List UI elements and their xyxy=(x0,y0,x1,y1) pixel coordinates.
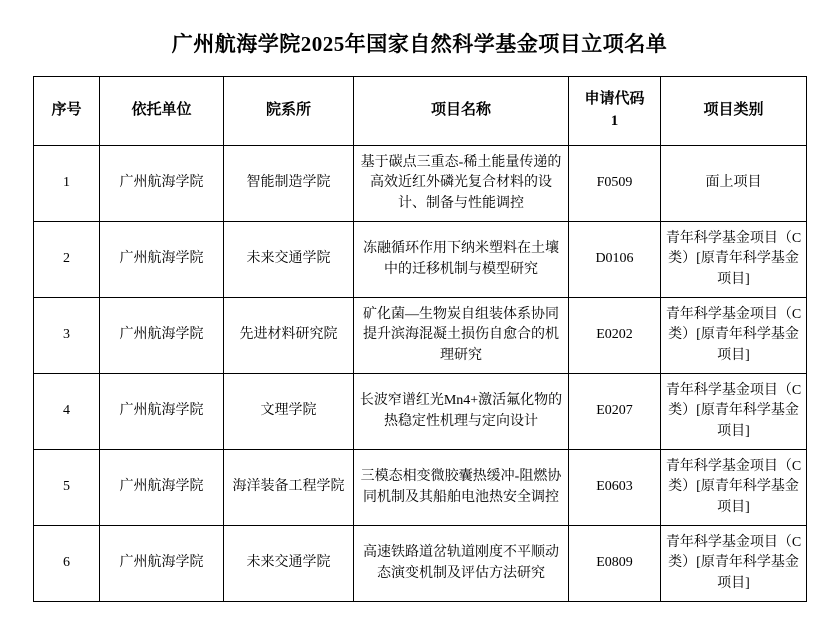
column-header-unit: 依托单位 xyxy=(100,77,224,146)
column-header-type: 项目类别 xyxy=(661,77,807,146)
cell-no: 5 xyxy=(34,450,100,526)
cell-type: 青年科学基金项目（C类）[原青年科学基金项目] xyxy=(661,222,807,298)
page-title: 广州航海学院2025年国家自然科学基金项目立项名单 xyxy=(171,32,668,56)
table-row xyxy=(34,450,807,526)
cell-type: 青年科学基金项目（C类）[原青年科学基金项目] xyxy=(661,526,807,602)
table-row xyxy=(34,146,807,222)
cell-type: 面上项目 xyxy=(661,146,807,222)
cell-unit: 广州航海学院 xyxy=(100,526,224,602)
cell-code: E0603 xyxy=(569,450,661,526)
cell-dept: 海洋装备工程学院 xyxy=(224,450,354,526)
cell-unit: 广州航海学院 xyxy=(100,298,224,374)
cell-unit: 广州航海学院 xyxy=(100,146,224,222)
cell-dept: 先进材料研究院 xyxy=(224,298,354,374)
cell-no: 4 xyxy=(34,374,100,450)
table-body xyxy=(34,146,807,602)
cell-dept: 未来交通学院 xyxy=(224,222,354,298)
cell-code: E0207 xyxy=(569,374,661,450)
cell-dept: 未来交通学院 xyxy=(224,526,354,602)
cell-dept: 智能制造学院 xyxy=(224,146,354,222)
column-header-dept: 院系所 xyxy=(224,77,354,146)
cell-code: F0509 xyxy=(569,146,661,222)
column-header-code xyxy=(569,77,661,146)
cell-dept: 文理学院 xyxy=(224,374,354,450)
cell-no: 6 xyxy=(34,526,100,602)
column-header-code-line1: 申请代码 xyxy=(584,91,645,108)
table-container xyxy=(0,76,839,602)
column-header-code-line2: 1 xyxy=(610,113,619,129)
cell-type: 青年科学基金项目（C类）[原青年科学基金项目] xyxy=(661,298,807,374)
cell-no: 3 xyxy=(34,298,100,374)
cell-type: 青年科学基金项目（C类）[原青年科学基金项目] xyxy=(661,374,807,450)
cell-code: E0202 xyxy=(569,298,661,374)
cell-unit: 广州航海学院 xyxy=(100,222,224,298)
cell-code: D0106 xyxy=(569,222,661,298)
cell-project: 矿化菌—生物炭自组装体系协同提升滨海混凝土损伤自愈合的机理研究 xyxy=(354,298,569,374)
table-header xyxy=(34,77,807,146)
cell-type: 青年科学基金项目（C类）[原青年科学基金项目] xyxy=(661,450,807,526)
cell-no: 1 xyxy=(34,146,100,222)
table-row xyxy=(34,374,807,450)
cell-unit: 广州航海学院 xyxy=(100,374,224,450)
cell-code: E0809 xyxy=(569,526,661,602)
cell-project: 基于碳点三重态-稀土能量传递的高效近红外磷光复合材料的设计、制备与性能调控 xyxy=(354,146,569,222)
cell-no: 2 xyxy=(34,222,100,298)
column-header-no: 序号 xyxy=(34,77,100,146)
cell-project: 高速铁路道岔轨道刚度不平顺动态演变机制及评估方法研究 xyxy=(354,526,569,602)
cell-project: 长波窄谱红光Mn4+激活氟化物的热稳定性机理与定向设计 xyxy=(354,374,569,450)
table-row xyxy=(34,526,807,602)
cell-unit: 广州航海学院 xyxy=(100,450,224,526)
table-header-row xyxy=(34,77,807,146)
cell-project: 三模态相变微胶囊热缓冲-阻燃协同机制及其船舶电池热安全调控 xyxy=(354,450,569,526)
grant-list-table xyxy=(33,76,807,602)
cell-project: 冻融循环作用下纳米塑料在土壤中的迁移机制与模型研究 xyxy=(354,222,569,298)
table-row xyxy=(34,298,807,374)
table-row xyxy=(34,222,807,298)
column-header-project: 项目名称 xyxy=(354,77,569,146)
